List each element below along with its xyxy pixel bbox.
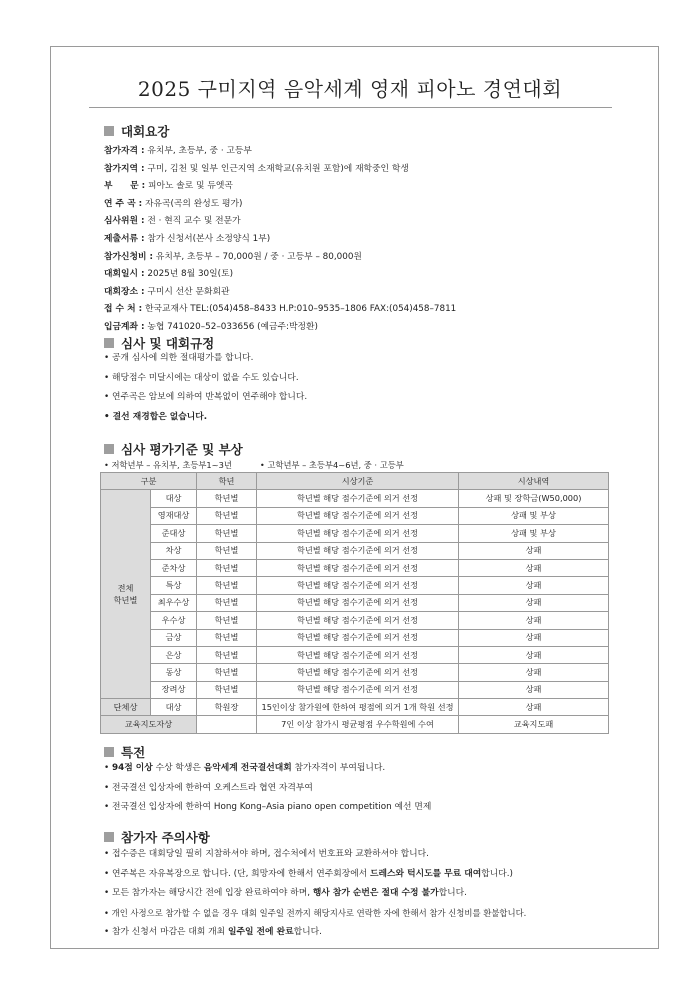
overview-value: 한국교재사 TEL:(054)458–8433 H.P:010–9535–1806 FAX:(054)458–7811 xyxy=(142,304,457,315)
note-text: • 접수증은 대회당일 필히 지참하셔야 하며, 접수처에서 번호표와 교환하셔야 합니다. xyxy=(104,849,429,859)
overview-list xyxy=(104,143,456,337)
section-rules-title: 심사 및 대회규정 xyxy=(121,336,215,351)
prize-cell: 상패 및 장학금(W50,000) xyxy=(459,490,609,507)
criterion-cell: 학년별 해당 점수기준에 의거 선정 xyxy=(257,525,459,542)
note-text: • 개인 사정으로 참가할 수 없을 경우 대회 일주일 전까지 해당지사로 연락한 자에 한해서 참가 신청비를 환불합니다. xyxy=(104,907,527,918)
rules-list xyxy=(104,349,307,427)
award-cell: 동상 xyxy=(151,664,197,681)
table-row xyxy=(101,577,609,594)
overview-value: 피아노 솔로 및 듀엣곡 xyxy=(145,181,233,192)
criterion-cell: 학년별 해당 점수기준에 의거 선정 xyxy=(257,646,459,663)
overview-row xyxy=(104,266,456,284)
overview-key: 부 문 : xyxy=(104,181,146,192)
table-header-cell: 시상기준 xyxy=(257,473,459,490)
notes-list xyxy=(104,845,526,943)
section-overview-title: 대회요강 xyxy=(121,124,170,139)
note-emphasis: 드레스와 턱시도를 무료 대여 xyxy=(370,868,482,879)
note-text: 합니다. xyxy=(438,888,467,898)
category-low: • 저학년부 – 유치부, 초등부1~3년 xyxy=(104,460,232,470)
title-divider xyxy=(89,107,612,108)
award-cell: 대상 xyxy=(151,699,197,716)
award-cell: 특상 xyxy=(151,577,197,594)
page-title: 2025 구미지역 음악세계 영재 피아노 경연대회 xyxy=(137,77,563,101)
benefit-emphasis: 94점 이상 xyxy=(112,763,153,773)
criterion-cell: 학년별 해당 점수기준에 의거 선정 xyxy=(257,629,459,646)
prize-cell: 상패 및 부상 xyxy=(459,507,609,524)
overview-value: 유치부, 초등부 – 70,000원 / 중 · 고등부 – 80,000원 xyxy=(153,251,362,262)
overview-value: 전 · 현직 교수 및 전문가 xyxy=(144,216,241,227)
overview-key: 대회일시 : xyxy=(104,269,145,280)
criterion-cell: 학년별 해당 점수기준에 의거 선정 xyxy=(257,507,459,524)
overview-row xyxy=(104,161,456,179)
overview-value: 구미, 김천 및 일부 인근지역 소재학교(유치원 포함)에 재학중인 학생 xyxy=(144,163,409,174)
note-item xyxy=(104,845,526,865)
overview-key: 참가신청비 : xyxy=(104,251,154,262)
grade-cell: 학년별 xyxy=(197,525,257,542)
overview-value: 농협 741020–52–033656 (예금주:박정환) xyxy=(144,321,318,332)
table-row xyxy=(101,699,609,716)
category-line xyxy=(104,459,404,471)
prize-cell: 상패 xyxy=(459,559,609,576)
overview-row xyxy=(104,178,456,196)
prize-cell: 상패 및 부상 xyxy=(459,525,609,542)
section-criteria-title: 심사 평가기준 및 부상 xyxy=(121,442,243,457)
criterion-cell: 학년별 해당 점수기준에 의거 선정 xyxy=(257,490,459,507)
section-notes-title: 참가자 주의사항 xyxy=(121,830,210,845)
award-cell: 준대상 xyxy=(151,525,197,542)
prize-cell: 상패 xyxy=(459,612,609,629)
table-row xyxy=(101,716,609,733)
category-high: • 고학년부 – 초등부4~6년, 중 · 고등부 xyxy=(259,460,404,470)
overview-key: 연 주 곡 : xyxy=(104,198,143,209)
criterion-cell: 학년별 해당 점수기준에 의거 선정 xyxy=(257,542,459,559)
benefit-text: 참가자격이 부여됩니다. xyxy=(291,763,386,773)
criterion-cell: 7인 이상 참가시 평균평점 우수학원에 수여 xyxy=(257,716,459,733)
square-bullet-icon xyxy=(104,444,114,454)
overview-key: 참가자격 : xyxy=(104,146,145,156)
square-bullet-icon xyxy=(104,832,114,842)
table-row xyxy=(101,490,609,507)
overview-key: 심사위원 : xyxy=(104,216,145,227)
table-row xyxy=(101,612,609,629)
benefits-list xyxy=(104,759,431,818)
note-text: • 모든 참가자는 해당시간 전에 입장 완료하여야 하며, xyxy=(104,888,313,898)
benefit-item xyxy=(104,779,431,799)
note-emphasis: 행사 참가 순번은 절대 수정 불가 xyxy=(312,888,439,898)
criterion-cell: 학년별 해당 점수기준에 의거 선정 xyxy=(257,664,459,681)
table-header-cell: 학년 xyxy=(197,473,257,490)
award-cell: 은상 xyxy=(151,646,197,663)
grade-cell: 학년별 xyxy=(197,681,257,698)
group-label-cell: 단체상 xyxy=(101,699,151,716)
grade-cell: 학년별 xyxy=(197,490,257,507)
criterion-cell: 학년별 해당 점수기준에 의거 선정 xyxy=(257,594,459,611)
square-bullet-icon xyxy=(104,338,114,348)
table-header-cell: 시상내역 xyxy=(459,473,609,490)
table-row xyxy=(101,629,609,646)
award-cell: 최우수상 xyxy=(151,594,197,611)
criterion-cell: 15인이상 참가원에 한하여 평점에 의거 1개 학원 선정 xyxy=(257,699,459,716)
note-text: • 참가 신청서 마감은 대회 개최 xyxy=(104,927,228,937)
grade-cell: 학원장 xyxy=(197,699,257,716)
rule-item: • 결선 재경합은 없습니다. xyxy=(104,411,208,422)
section-overview-heading xyxy=(104,122,169,140)
note-text: 합니다. xyxy=(293,927,322,937)
grade-cell: 학년별 xyxy=(197,594,257,611)
award-cell: 장려상 xyxy=(151,681,197,698)
award-table xyxy=(100,472,609,734)
overview-value: 구미시 선산 문화회관 xyxy=(144,286,230,297)
prize-cell: 상패 xyxy=(459,542,609,559)
overview-row xyxy=(104,231,456,249)
square-bullet-icon xyxy=(104,126,114,136)
award-cell: 영재대상 xyxy=(151,507,197,524)
grade-cell: 학년별 xyxy=(197,507,257,524)
overview-key: 제출서류 : xyxy=(104,233,145,244)
overview-row xyxy=(104,284,456,302)
award-cell: 우수상 xyxy=(151,612,197,629)
table-row xyxy=(101,507,609,524)
section-criteria-heading xyxy=(104,440,243,458)
award-cell: 금상 xyxy=(151,629,197,646)
group-label-cell: 교육지도자상 xyxy=(101,716,197,733)
prize-cell: 상패 xyxy=(459,664,609,681)
benefit-item xyxy=(104,798,431,818)
criterion-cell: 학년별 해당 점수기준에 의거 선정 xyxy=(257,612,459,629)
rule-item: • 연주곡은 암보에 의하여 반복없이 연주해야 합니다. xyxy=(104,392,308,402)
grade-cell: 학년별 xyxy=(197,542,257,559)
benefit-emphasis: 음악세계 전국결선대회 xyxy=(203,763,292,773)
prize-cell: 교육지도패 xyxy=(459,716,609,733)
table-header-row xyxy=(101,473,609,490)
prize-cell: 상패 xyxy=(459,646,609,663)
table-row xyxy=(101,681,609,698)
table-row xyxy=(101,646,609,663)
note-item xyxy=(104,904,526,924)
grade-cell: 학년별 xyxy=(197,559,257,576)
criterion-cell: 학년별 해당 점수기준에 의거 선정 xyxy=(257,577,459,594)
overview-value: 참가 신청서(본사 소정양식 1부) xyxy=(144,233,271,244)
overview-row xyxy=(104,143,456,161)
overview-value: 2025년 8월 30일(토) xyxy=(144,269,234,280)
section-benefits-title: 특전 xyxy=(121,745,146,760)
table-row xyxy=(101,594,609,611)
overview-row xyxy=(104,213,456,231)
benefit-text: 수상 학생은 xyxy=(152,763,204,773)
criterion-cell: 학년별 해당 점수기준에 의거 선정 xyxy=(257,559,459,576)
grade-cell: 학년별 xyxy=(197,629,257,646)
note-item xyxy=(104,923,526,943)
grade-cell: 학년별 xyxy=(197,612,257,629)
table-row xyxy=(101,525,609,542)
grade-cell xyxy=(197,716,257,733)
criterion-cell: 학년별 해당 점수기준에 의거 선정 xyxy=(257,681,459,698)
benefit-item xyxy=(104,759,431,779)
note-item xyxy=(104,884,526,904)
overview-key: 참가지역 : xyxy=(104,163,145,174)
table-row xyxy=(101,664,609,681)
overview-value: 자유곡(곡의 완성도 평가) xyxy=(142,198,243,209)
grade-cell: 학년별 xyxy=(197,646,257,663)
note-emphasis: 일주일 전에 완료 xyxy=(227,927,294,937)
overview-row xyxy=(104,249,456,267)
award-cell: 대상 xyxy=(151,490,197,507)
grade-cell: 학년별 xyxy=(197,577,257,594)
overview-value: 유치부, 초등부, 중 · 고등부 xyxy=(144,146,252,156)
section-notes-heading xyxy=(104,828,210,846)
overview-key: 접 수 처 : xyxy=(104,304,143,315)
benefit-text: • xyxy=(104,763,112,773)
prize-cell: 상패 xyxy=(459,699,609,716)
overview-row xyxy=(104,196,456,214)
prize-cell: 상패 xyxy=(459,681,609,698)
benefit-text: • 전국결선 입상자에 한하여 Hong Kong–Asia piano open competition 예선 면제 xyxy=(104,802,432,812)
overview-key: 대회장소 : xyxy=(104,286,145,297)
note-text: • 연주복은 자유복장으로 합니다. (단, 희망자에 한해서 연주회장에서 xyxy=(104,868,371,879)
rule-item: • 공개 심사에 의한 절대평가를 합니다. xyxy=(104,353,254,363)
award-cell: 차상 xyxy=(151,542,197,559)
overview-row xyxy=(104,301,456,319)
overview-key: 입금계좌 : xyxy=(104,321,145,332)
table-row xyxy=(101,559,609,576)
benefit-text: • 전국결선 입상자에 한하여 오케스트라 협연 자격부여 xyxy=(104,782,313,793)
group-label-cell: 전체 학년별 xyxy=(101,490,151,699)
square-bullet-icon xyxy=(104,747,114,757)
prize-cell: 상패 xyxy=(459,629,609,646)
rule-item: • 해당점수 미달시에는 대상이 없을 수도 있습니다. xyxy=(104,372,299,383)
table-row xyxy=(101,542,609,559)
prize-cell: 상패 xyxy=(459,577,609,594)
award-cell: 준차상 xyxy=(151,559,197,576)
table-header-cell: 구분 xyxy=(101,473,197,490)
note-item xyxy=(104,865,526,885)
note-text: 합니다.) xyxy=(481,868,513,879)
grade-cell: 학년별 xyxy=(197,664,257,681)
prize-cell: 상패 xyxy=(459,594,609,611)
